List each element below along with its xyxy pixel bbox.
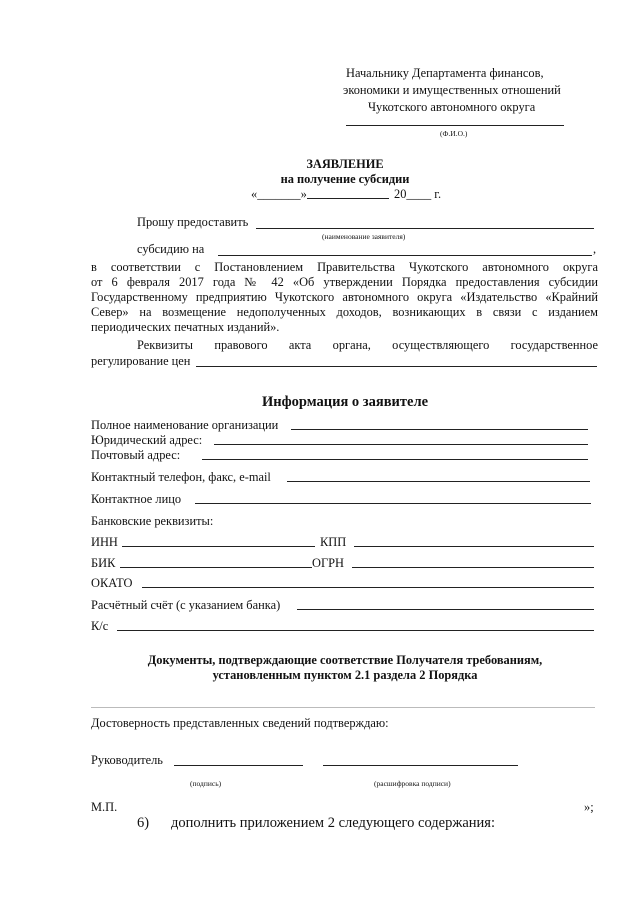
addressee-line-2: экономики и имущественных отношений: [343, 83, 561, 97]
documents-heading-line-1: Документы, подтверждающие соответствие Получателя требованиям,: [147, 653, 543, 667]
ogrn-field[interactable]: [352, 567, 594, 568]
contact-person-field[interactable]: [195, 503, 591, 504]
contact-phone-label: Контактный телефон, факс, e-mail: [91, 470, 271, 484]
okato-label: ОКАТО: [91, 576, 133, 590]
provide-label: Прошу предоставить: [137, 215, 249, 229]
inn-label: ИНН: [91, 535, 118, 549]
account-label: Расчётный счёт (с указанием банка): [91, 598, 281, 612]
corr-account-label: К/с: [91, 619, 109, 633]
bank-details-label: Банковские реквизиты:: [91, 514, 214, 528]
body-line-1: в соответствии с Постановлением Правительства Чукотского автономного округа: [91, 260, 598, 274]
requisites-line-1: Реквизиты правового акта органа, осуществляющего государственное: [137, 338, 598, 352]
addressee-line-3: Чукотского автономного округа: [368, 100, 536, 114]
contact-person-label: Контактное лицо: [91, 492, 182, 506]
addressee-line-1: Начальнику Департамента финансов,: [346, 66, 544, 80]
subsidy-comma: ,: [593, 242, 597, 256]
date-day-month: «_______»: [251, 187, 307, 201]
footer-item-number: 6): [137, 815, 150, 831]
date-month-underline: [307, 198, 389, 199]
stamp-mark: М.П.: [91, 800, 118, 814]
full-name-field[interactable]: [291, 429, 588, 430]
fio-underline: [346, 125, 564, 126]
bik-field[interactable]: [120, 567, 312, 568]
kpp-field[interactable]: [354, 546, 594, 547]
head-label: Руководитель: [91, 753, 163, 767]
signature-decoding-field[interactable]: [323, 765, 518, 766]
requisites-line-2: регулирование цен: [91, 354, 191, 368]
legal-address-label: Юридический адрес:: [91, 433, 203, 447]
signature-caption: (подпись): [190, 779, 222, 788]
closing-quote: »;: [584, 800, 594, 814]
postal-address-label: Почтовый адрес:: [91, 448, 181, 462]
account-field[interactable]: [297, 609, 594, 610]
date-year: 20____ г.: [394, 187, 442, 201]
footer-item-text: дополнить приложением 2 следующего содержания:: [171, 815, 496, 831]
kpp-label: КПП: [320, 535, 347, 549]
fio-caption: (Ф.И.О.): [440, 129, 468, 138]
ogrn-label: ОГРН: [312, 556, 344, 570]
postal-address-field[interactable]: [202, 459, 588, 460]
bik-label: БИК: [91, 556, 116, 570]
signature-field[interactable]: [174, 765, 303, 766]
confirmation-text: Достоверность представленных сведений подтверждаю:: [91, 716, 389, 730]
body-line-2: от 6 февраля 2017 года № 42 «Об утверждении Порядка предоставления субсидии: [91, 275, 598, 289]
body-line-3: Государственному предприятию Чукотского автономного округа «Издательство «Крайний: [91, 290, 598, 304]
subsidy-label: субсидию на: [137, 242, 205, 256]
contact-phone-field[interactable]: [287, 481, 590, 482]
document-subtitle: на получение субсидии: [280, 172, 410, 186]
subsidy-purpose-field[interactable]: [218, 255, 592, 256]
okato-field[interactable]: [142, 587, 594, 588]
documents-heading-line-2: установленным пунктом 2.1 раздела 2 Порядка: [212, 668, 478, 682]
applicant-name-field[interactable]: [256, 228, 594, 229]
body-line-5: периодических печатных изданий».: [91, 320, 280, 334]
document-title: ЗАЯВЛЕНИЕ: [306, 157, 384, 171]
requisites-field[interactable]: [196, 366, 597, 367]
body-line-4: Север» на возмещение недополученных доходов, возникающих в связи с изданием: [91, 305, 598, 319]
applicant-caption: (наименование заявителя): [322, 232, 406, 241]
decoding-caption: (расшифровка подписи): [374, 779, 451, 788]
legal-address-field[interactable]: [214, 444, 588, 445]
applicant-info-heading: Информация о заявителе: [261, 394, 429, 410]
full-name-label: Полное наименование организации: [91, 418, 279, 432]
inn-field[interactable]: [122, 546, 315, 547]
documents-divider: [91, 707, 595, 708]
corr-account-field[interactable]: [117, 630, 594, 631]
